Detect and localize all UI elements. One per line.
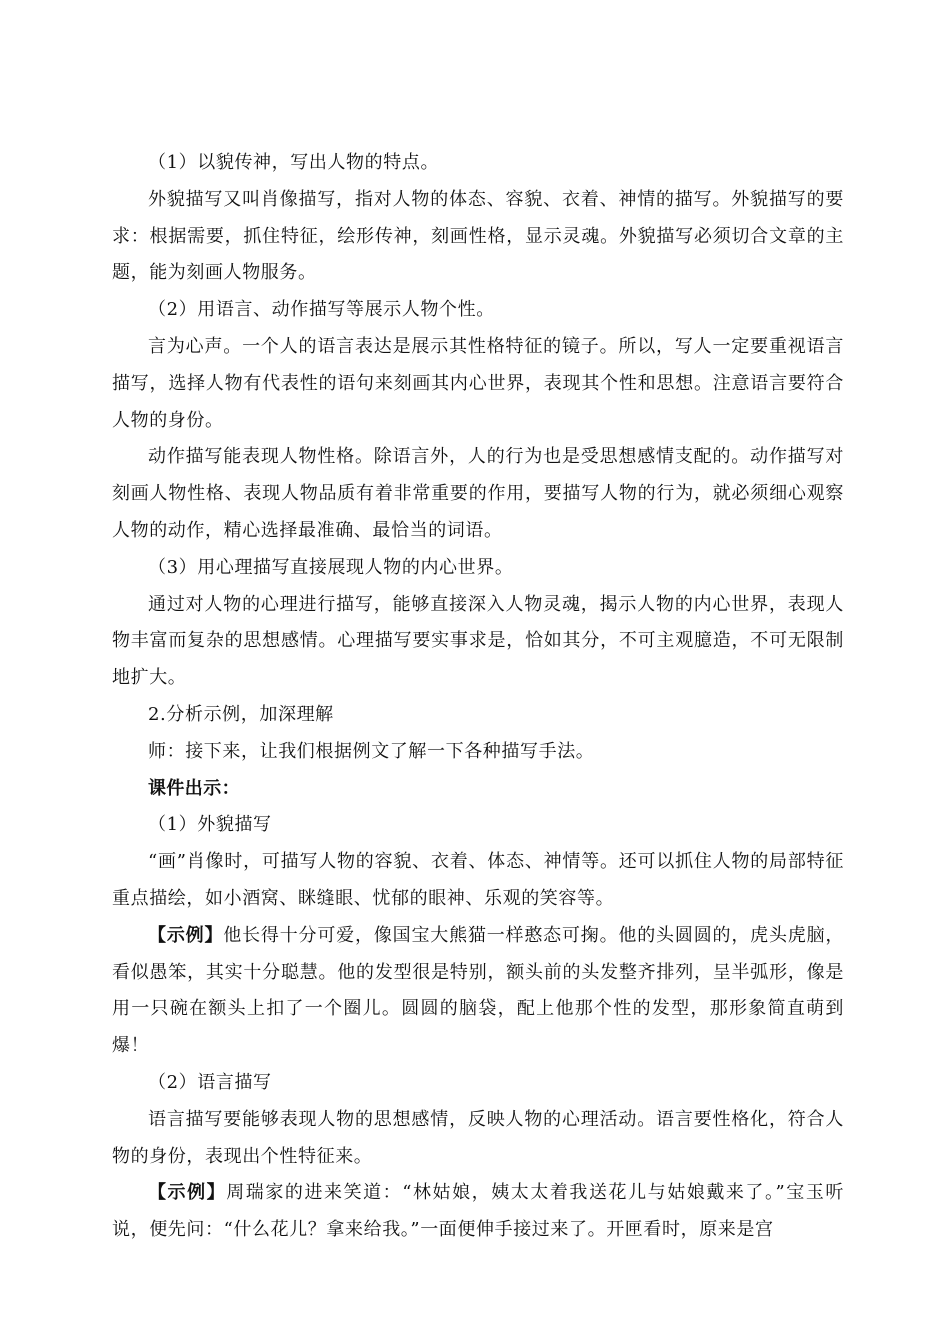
- example-text: 周瑞家的进来笑道：“林姑娘，姨太太着我送花儿与姑娘戴来了。”宝玉听说，便先问：“什么花儿？拿来给我。”一面便伸手接过来了。开匣看时，原来是宫: [112, 1182, 845, 1241]
- paragraph-appearance-definition: 外貌描写又叫肖像描写，指对人物的体态、容貌、衣着、神情的描写。外貌描写的要求：根据需要，抓住特征，绘形传神，刻画性格，显示灵魂。外貌描写必须切合文章的主题，能为刻画人物服务。: [112, 188, 844, 284]
- paragraph-language-tips: 语言描写要能够表现人物的思想感情，反映人物的心理活动。语言要性格化，符合人物的身份，表现出个性特征来。: [112, 1108, 844, 1167]
- example-text: 他长得十分可爱，像国宝大熊猫一样憨态可掬。他的头圆圆的，虎头虎脑，看似愚笨，其实十分聪慧。他的发型很是特别，额头前的头发整齐排列，呈半弧形，像是用一只碗在额头上扣了一个圈儿。圆圆的脑袋，配上他那个性的发型，那形象简直萌到爆！: [112, 924, 845, 1057]
- example-lead-label: 【示例】: [148, 924, 224, 946]
- subheading-language-action-principle: （2）用语言、动作描写等展示人物个性。: [148, 299, 495, 321]
- document-body: [112, 145, 844, 1249]
- courseware-heading: 课件出示：: [148, 777, 240, 799]
- example-lead-label: 【示例】: [148, 1182, 227, 1204]
- paragraph-language-example: [112, 1175, 844, 1249]
- subheading-language-example: （2）语言描写: [148, 1071, 272, 1093]
- paragraph-portrait-tips: “画”肖像时，可描写人物的容貌、衣着、体态、神情等。还可以抓住人物的局部特征重点描绘，如小酒窝、眯缝眼、忧郁的眼神、乐观的笑容等。: [112, 851, 844, 909]
- paragraph-teacher-intro: 师：接下来，让我们根据例文了解一下各种描写手法。: [148, 740, 595, 762]
- paragraph-psychology-description: 通过对人物的心理进行描写，能够直接深入人物灵魂，揭示人物的内心世界，表现人物丰富而复杂的思想感情。心理描写要实事求是，恰如其分，不可主观臆造，不可无限制地扩大。: [112, 593, 844, 689]
- section-heading-analyze-examples: 2.分析示例，加深理解: [148, 703, 334, 725]
- subheading-psychology-principle: （3）用心理描写直接展现人物的内心世界。: [148, 556, 514, 578]
- paragraph-appearance-example: [112, 918, 844, 1065]
- subheading-appearance-principle: （1）以貌传神，写出人物的特点。: [148, 152, 440, 173]
- paragraph-language-description: 言为心声。一个人的语言表达是展示其性格特征的镜子。所以，写人一定要重视语言描写，选择人物有代表性的语句来刻画其内心世界，表现其个性和思想。注意语言要符合人物的身份。: [112, 335, 844, 431]
- paragraph-action-description: 动作描写能表现人物性格。除语言外，人的行为也是受思想感情支配的。动作描写对刻画人物性格、表现人物品质有着非常重要的作用，要描写人物的行为，就必须细心观察人物的动作，精心选择最准确、最恰当的词语。: [112, 446, 844, 541]
- subheading-appearance-example: （1）外貌描写: [148, 814, 272, 836]
